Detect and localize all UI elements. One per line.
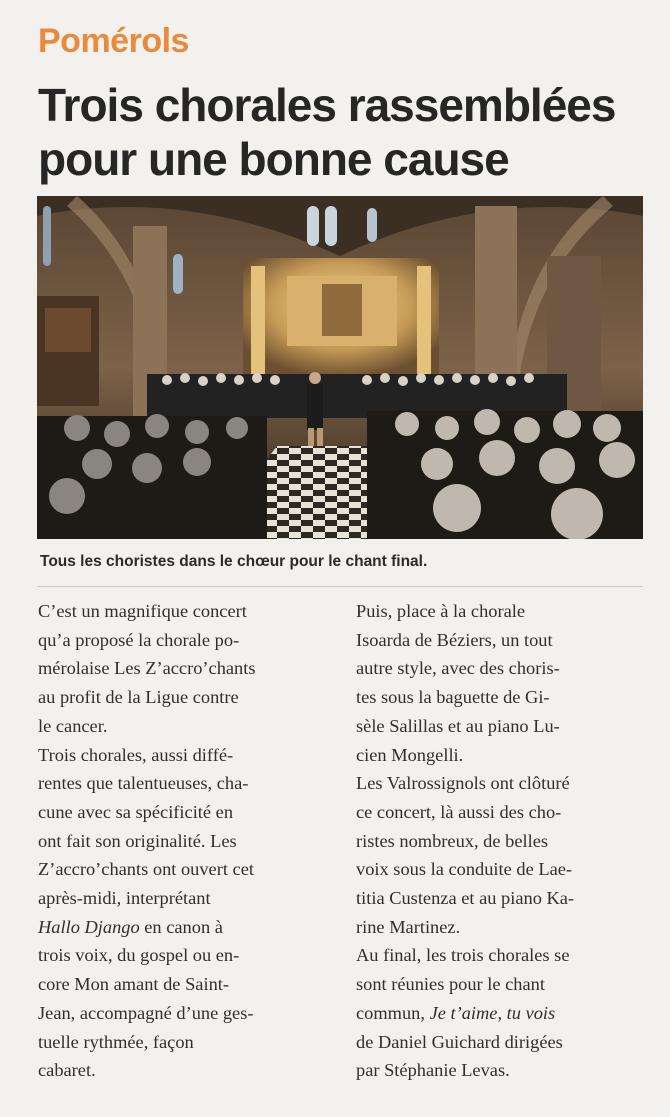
text-line: après-midi, interprétant: [38, 888, 211, 909]
text-line: core Mon amant de Saint-: [38, 974, 230, 995]
text-line: Isoarda de Béziers, un tout: [356, 629, 553, 650]
text-line: [38, 913, 336, 942]
text-line: Les Valrossignols ont clôturé: [356, 773, 570, 794]
text-line: tuelle rythmée, façon: [38, 1031, 194, 1052]
text-line: [356, 999, 646, 1028]
text-line: tes sous la baguette de Gi-: [356, 687, 550, 708]
church-interior-illustration: [37, 196, 643, 539]
text-line: voix sous la conduite de Lae-: [356, 859, 573, 880]
text-fragment: commun,: [356, 1002, 430, 1023]
text-line: au profit de la Ligue contre: [38, 687, 239, 708]
text-line: Puis, place à la chorale: [356, 601, 526, 621]
article-headline: [38, 78, 648, 186]
text-line: Trois chorales, aussi diffé-: [38, 744, 234, 765]
church-concert-photo: [37, 196, 643, 539]
text-line: titia Custenza et au piano Ka-: [356, 888, 575, 909]
photo-caption: Tous les choristes dans le chœur pour le chant final.: [40, 553, 428, 570]
text-line: ont fait son originalité. Les: [38, 830, 237, 851]
text-line: cabaret.: [38, 1060, 96, 1081]
text-line: Au final, les trois chorales se: [356, 945, 570, 966]
text-line: le cancer.: [38, 715, 108, 736]
text-line: C’est un magnifique concert: [38, 601, 247, 621]
text-line: autre style, avec des choris-: [356, 658, 560, 679]
text-line: trois voix, du gospel ou en-: [38, 945, 240, 966]
paragraph-three-choirs: [38, 741, 336, 1085]
text-line: sont réunies pour le chant: [356, 974, 545, 995]
text-line: cune avec sa spécificité en: [38, 801, 234, 822]
song-title-je-taime: Je t’aime, tu vois: [429, 1002, 556, 1023]
text-line: ce concert, là aussi des cho-: [356, 801, 562, 822]
headline-line-2: pour une bonne cause: [38, 133, 509, 185]
text-line: rentes que talentueuses, cha-: [38, 773, 249, 794]
text-line: ristes nombreux, de belles: [356, 830, 549, 851]
text-fragment: en canon à: [139, 916, 223, 937]
text-line: par Stéphanie Levas.: [356, 1060, 510, 1081]
article-column-left: [38, 597, 336, 1085]
caption-divider: [37, 586, 643, 587]
text-line: mérolaise Les Z’accro’chants: [38, 658, 256, 679]
song-title-hallo-django: Hallo Django: [38, 916, 140, 937]
paragraph-isoarda: [356, 597, 646, 769]
text-line: de Daniel Guichard dirigées: [356, 1031, 563, 1052]
article-column-right: [356, 597, 646, 1085]
text-line: rine Martinez.: [356, 916, 461, 937]
text-line: cien Mongelli.: [356, 744, 464, 765]
text-line: sèle Salillas et au piano Lu-: [356, 715, 560, 736]
text-line: Jean, accompagné d’une ges-: [38, 1002, 254, 1023]
paragraph-valrossignols: [356, 769, 646, 941]
paragraph-intro: [38, 597, 336, 741]
text-line: Z’accro’chants ont ouvert cet: [38, 859, 254, 880]
section-rubric: Pomérols: [38, 22, 189, 60]
paragraph-final: [356, 941, 646, 1085]
text-line: qu’a proposé la chorale po-: [38, 629, 240, 650]
headline-line-1: Trois chorales rassemblées: [38, 79, 616, 131]
